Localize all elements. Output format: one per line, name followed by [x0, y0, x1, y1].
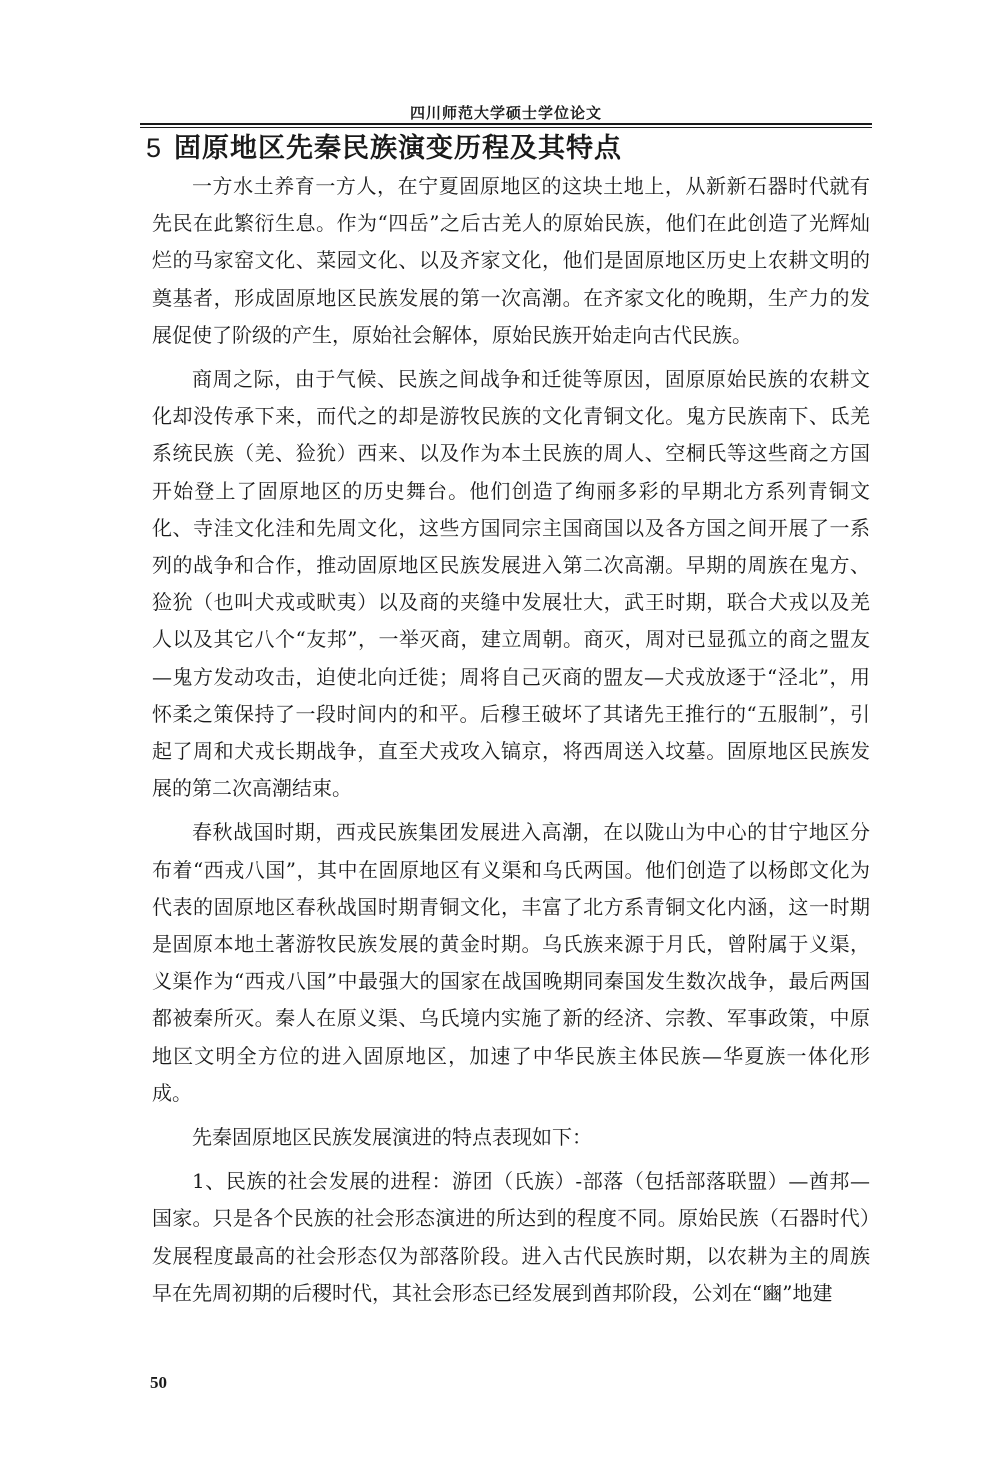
section-title: 固原地区先秦民族演变历程及其特点 — [174, 133, 623, 164]
paragraph: 先秦固原地区民族发展演进的特点表现如下： — [192, 1125, 592, 1150]
header-rule-thin — [140, 127, 872, 128]
section-heading — [146, 130, 866, 167]
paragraph: 商周之际，由于气候、民族之间战争和迁徙等原因，固原原始民族的农耕文化却没传承下来，而代之的却是游牧民族的文化青铜文化。鬼方民族南下、氐羌系统民族（羌、猃狁）西来、以及作为本土民族的周人、空桐氏等这些商之方国开始登上了固原地区的历史舞台。他们创造了绚丽多彩的早期北方系列青铜文化、寺洼文化洼和先周文化，这些方国同宗主国商国以及各方国之间开展了一系列的战争和合作，推动固原地区民族发展进入第二次高潮。早期的周族在鬼方、猃狁（也叫犬戎或畎夷）以及商的夹缝中发展壮大，武王时期，联合犬戎以及羌人以及其它八个“友邦”，一举灭商，建立周朝。商灭，周对已显孤立的商之盟友—鬼方发动攻击，迫使北向迁徙；周将自己灭商的盟友—犬戎放逐于“泾北”，用怀柔之策保持了一段时间内的和平。后穆王破坏了其诸先王推行的“五服制”，引起了周和犬戎长期战争，直至犬戎攻入镐京，将西周送入坟墓。固原地区民族发展的第二次高潮结束。 — [152, 367, 870, 801]
section-number: 5 — [146, 133, 163, 163]
running-header: 四川师范大学硕士学位论文 — [409, 104, 602, 122]
paragraph: 春秋战国时期，西戎民族集团发展进入高潮，在以陇山为中心的甘宁地区分布着“西戎八国”，其中在固原地区有义渠和乌氏两国。他们创造了以杨郎文化为代表的固原地区春秋战国时期青铜文化，丰富了北方系青铜文化内涵，这一时期是固原本地土著游牧民族发展的黄金时期。乌氏族来源于月氏，曾附属于义渠，义渠作为“西戎八国”中最强大的国家在战国晚期同秦国发生数次战争，最后两国都被秦所灭。秦人在原义渠、乌氏境内实施了新的经济、宗教、军事政策，中原地区文明全方位的进入固原地区，加速了中华民族主体民族—华夏族一体化形成。 — [152, 820, 870, 1105]
page-number: 50 — [150, 1373, 167, 1392]
paragraph: 一方水土养育一方人，在宁夏固原地区的这块土地上，从新新石器时代就有先民在此繁衍生息。作为“四岳”之后古羌人的原始民族，他们在此创造了光辉灿烂的马家窑文化、菜园文化、以及齐家文化，他们是固原地区历史上农耕文明的奠基者，形成固原地区民族发展的第一次高潮。在齐家文化的晚期，生产力的发展促使了阶级的产生，原始社会解体，原始民族开始走向古代民族。 — [152, 174, 870, 347]
header-rule — [140, 123, 872, 125]
body-text — [152, 168, 870, 1312]
paragraph: 1、民族的社会发展的进程：游团（氏族）-部落（包括部落联盟）—酋邦—国家。只是各个民族的社会形态演进的所达到的程度不同。原始民族（石器时代）发展程度最高的社会形态仅为部落阶段。进入古代民族时期，以农耕为主的周族早在先周初期的后稷时代，其社会形态已经发展到酋邦阶段，公刘在“豳”地建 — [152, 1169, 870, 1305]
